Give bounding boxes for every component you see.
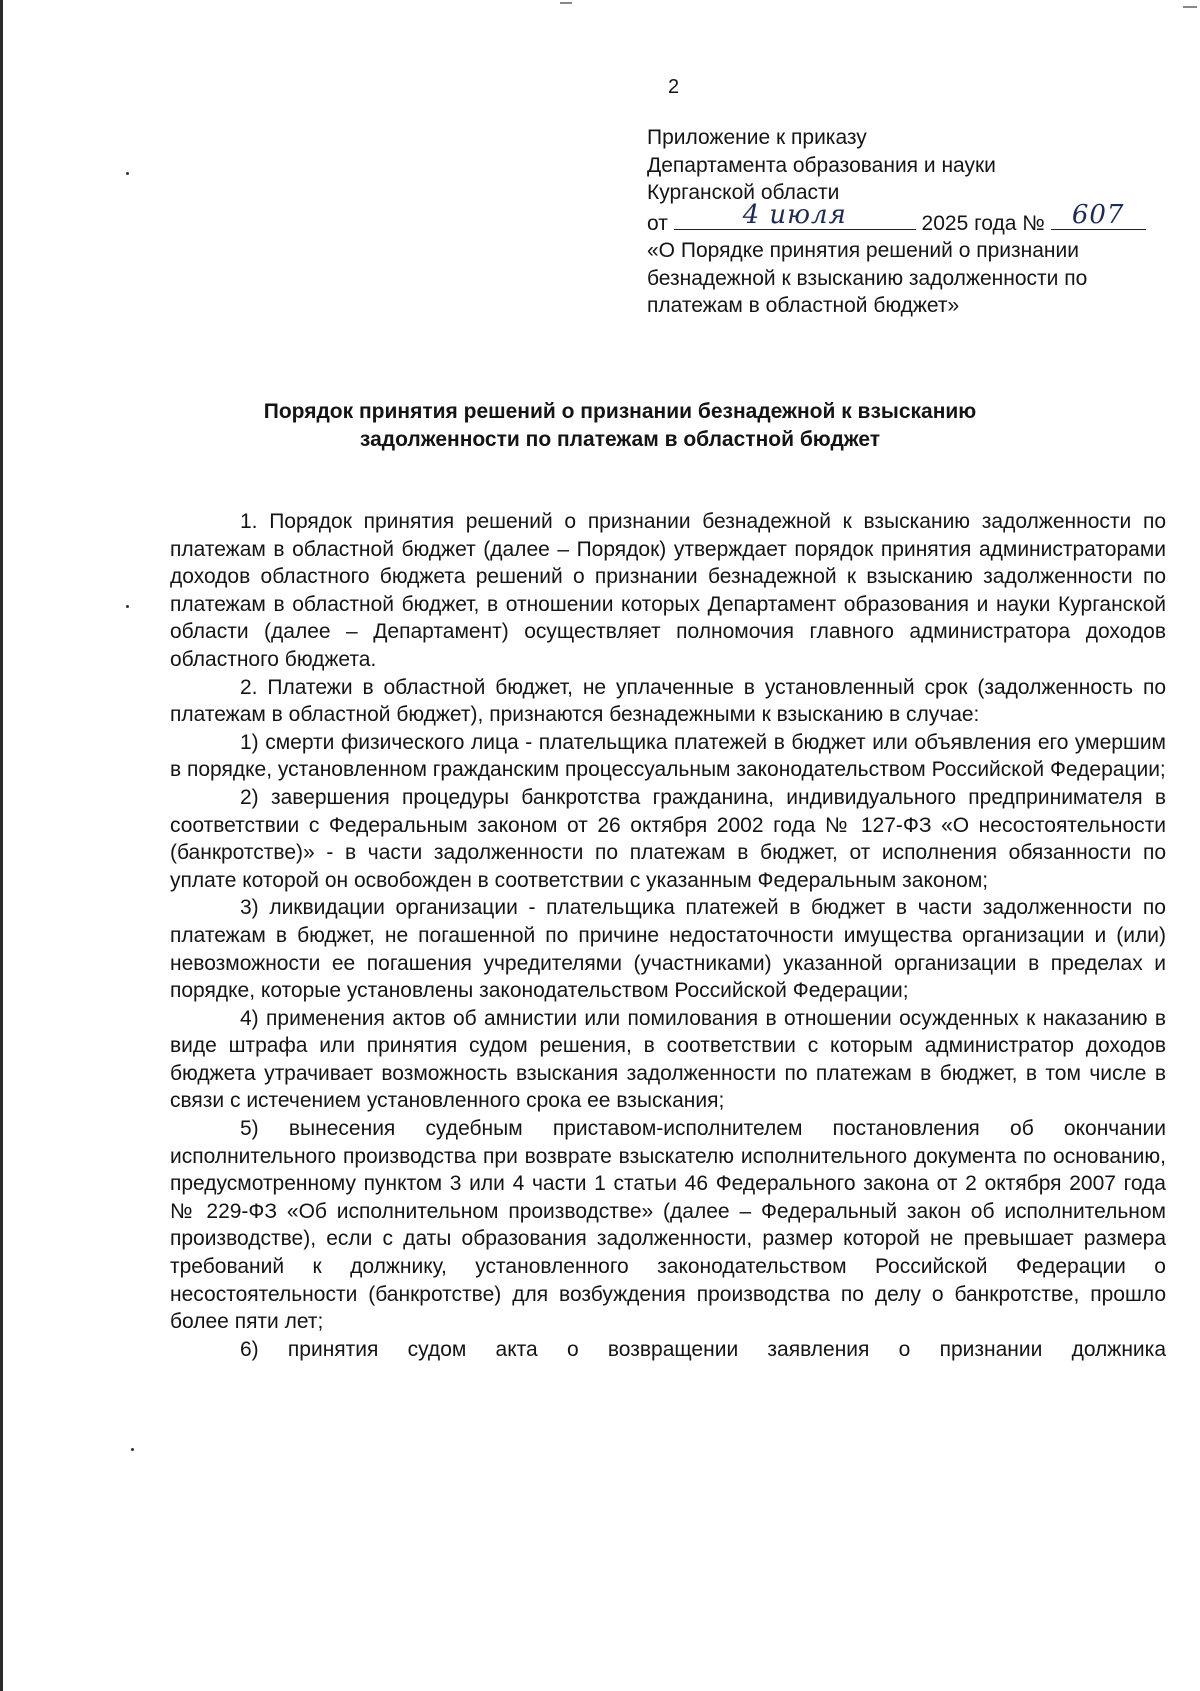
scan-speck [126,605,129,608]
subitem-1: 1) смерти физического лица - плательщика платежей в бюджет или объявления его умершим в порядке, установленном гражданским процессуальным законодательством Российской Федерации; [170,730,1166,782]
date-blank [674,200,916,230]
paragraph-1: 1. Порядок принятия решений о признании безнадежной к взысканию задолженности по платежам в областной бюджет (далее – Порядок) утверждает порядок принятия администраторами доходов областного бюджета решений о признании безнадежной к взысканию задолженности по платежам в областной бюджет, в отношении которых Департамент образования и науки Курганской области (далее – Департамент) осуществляет полномочия главного администратора доходов областного бюджета. [170,510,1166,671]
scan-mark [560,2,572,4]
scan-speck [131,1448,134,1451]
scan-mark [1183,6,1197,8]
year-text: 2025 года № [921,211,1045,235]
document-title [170,398,1070,454]
appendix-line: Департамента образования и науки [647,153,996,177]
subitem-3: 3) ликвидации организации - плательщика платежей в бюджет в части задолженности по платежам в бюджет, не погашенной по причине недостаточности имущества организации и (или) невозможности ее погашения учредителями (участниками) указанной организации в пределах и порядке, которые установлены законодательством Российской Федерации; [170,896,1166,1003]
subitem-6: 6) принятия судом акта о возвращении заявления о признании должника [240,1337,1166,1361]
appendix-line: Курганской области [647,181,840,204]
appendix-date-line [647,200,1167,238]
handwritten-date: 4 июля [742,200,847,230]
subitem-5: 5) вынесения судебным приставом-исполнителем постановления об окончании исполнительного производства при возврате взыскателю исполнительного документа по основанию, предусмотренному пунктом 3 или 4 части 1 статьи 46 Федерального закона от 2 октября 2007 года № 229-ФЗ «Об исполнительном производстве» (далее – Федеральный закон об исполнительном производстве), если с даты образования задолженности, размер которой не превышает размера требований к должнику, установленного законодательством Российской Федерации о несостоятельности (банкротстве) для возбуждения производства по делу о банкротстве, прошло более пяти лет; [170,1117,1166,1334]
document-body [170,508,1166,1363]
appendix-subject-line: безнадежной к взысканию задолженности по [647,266,1088,290]
appendix-line: Приложение к приказу [647,126,867,149]
subitem-2: 2) завершения процедуры банкротства гражданина, индивидуального предпринимателя в соответствии с Федеральным законом от 26 октября 2002 года № 127-ФЗ «О несостоятельности (банкротстве)» - в части задолженности по платежам в бюджет, от исполнения обязанности по уплате которой он освобожден в соответствии с указанным Федеральным законом; [170,785,1166,892]
appendix-subject-line: платежам в областной бюджет» [647,294,960,317]
title-line: задолженности по платежам в областной бюджет [359,428,881,451]
title-line: Порядок принятия решений о признании безнадежной к взысканию [263,400,977,423]
scan-speck [126,172,129,175]
subitem-4: 4) применения актов об амнистии или помилования в отношении осужденных к наказанию в виде штрафа или принятия судом решения, в соответствии с которым администратор доходов бюджета утрачивает возможность взыскания задолженности по платежам в бюджет, в том числе в связи с истечением установленного срока ее взыскания; [170,1006,1166,1113]
appendix-subject-line: «О Порядке принятия решений о признании [647,239,1079,262]
handwritten-order-number: 607 [1071,200,1125,230]
appendix-header [647,124,1167,320]
scan-left-edge [0,0,3,1691]
page-number: 2 [668,76,680,98]
paragraph-2: 2. Платежи в областной бюджет, не уплаченные в установленный срок (задолженность по платежам в областной бюджет), признаются безнадежными к взысканию в случае: [170,675,1166,727]
date-prefix: от [647,211,668,235]
order-number-blank [1051,200,1146,230]
